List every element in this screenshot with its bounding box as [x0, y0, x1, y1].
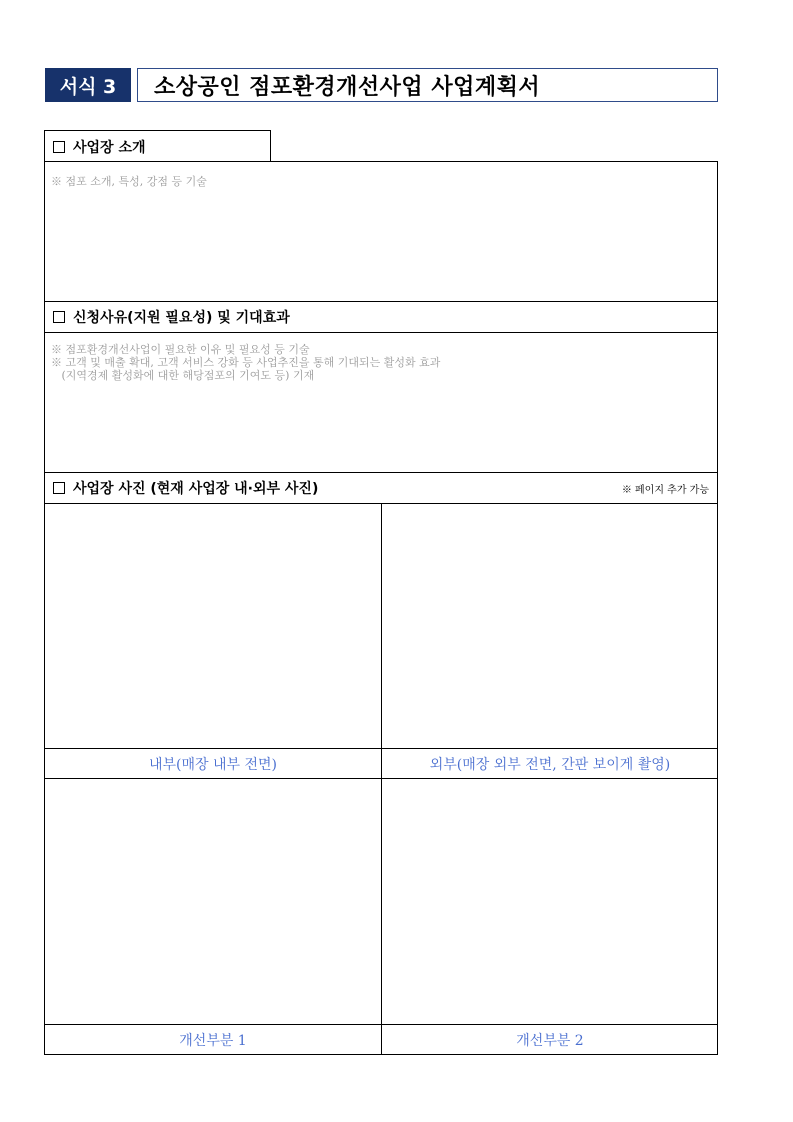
section-intro-header — [44, 130, 271, 162]
page-add-note: ※ 페이지 추가 가능 — [621, 484, 709, 496]
section-intro-note: ※ 점포 소개, 특성, 강점 등 기술 — [51, 175, 207, 188]
section-intro-input-area[interactable] — [44, 161, 718, 302]
checkbox-icon — [53, 482, 65, 494]
checkbox-icon — [53, 311, 65, 323]
photo-grid — [44, 503, 718, 1055]
section-reason-note-2: ※ 고객 및 매출 확대, 고객 서비스 강화 등 사업추진을 통해 기대되는 활성화 효과 — [51, 356, 441, 369]
section-reason-note-1: ※ 점포환경개선사업이 필요한 이유 및 필요성 등 기술 — [51, 343, 310, 356]
form-title: 소상공인 점포환경개선사업 사업계획서 — [137, 68, 718, 102]
photo-caption: 내부(매장 내부 전면) — [148, 757, 278, 773]
section-photos-label: 사업장 사진 (현재 사업장 내·외부 사진) — [73, 481, 319, 497]
section-reason-header — [44, 301, 718, 333]
section-photos-header — [44, 472, 718, 504]
photo-caption: 개선부분 2 — [516, 1033, 584, 1049]
form-number-badge: 서식 3 — [45, 68, 131, 102]
section-reason-input-area[interactable] — [44, 332, 718, 473]
photo-caption: 개선부분 1 — [179, 1033, 247, 1049]
photo-caption: 외부(매장 외부 전면, 간판 보이게 촬영) — [429, 757, 671, 773]
section-reason-note-3: (지역경제 활성화에 대한 해당점포의 기여도 등) 기재 — [51, 369, 315, 382]
photo-slot-interior[interactable] — [45, 504, 381, 748]
photo-slot-improvement-1[interactable] — [45, 779, 381, 1024]
section-intro-label: 사업장 소개 — [73, 139, 146, 156]
section-reason-label: 신청사유(지원 필요성) 및 기대효과 — [73, 310, 290, 326]
photo-slot-improvement-2[interactable] — [382, 779, 718, 1024]
checkbox-icon — [53, 141, 65, 153]
photo-slot-exterior[interactable] — [382, 504, 718, 748]
